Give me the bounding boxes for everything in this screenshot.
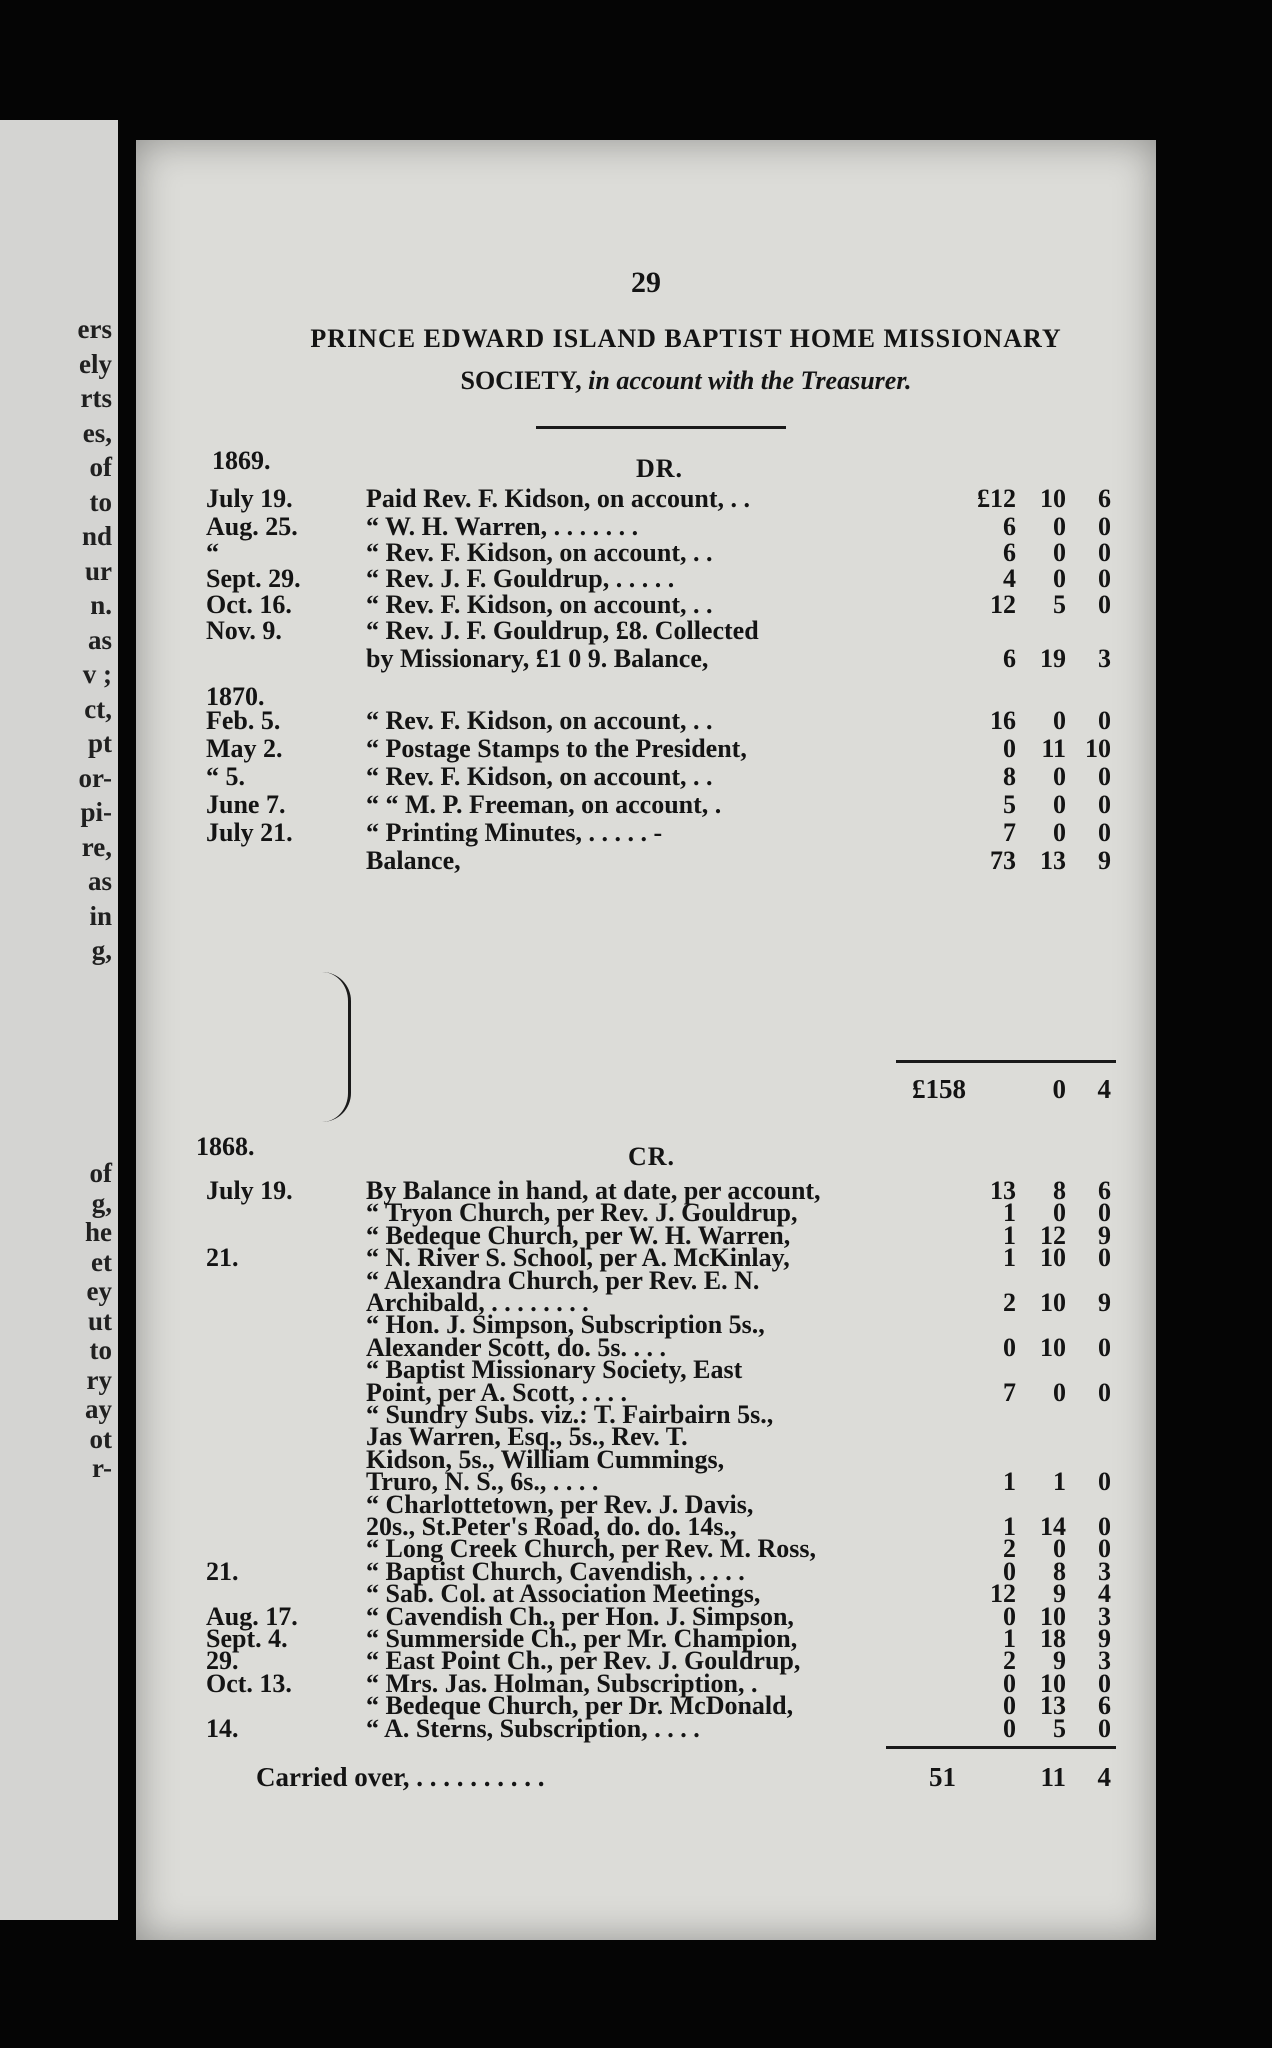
- entry-date: Oct. 13.: [206, 1668, 292, 1698]
- entry-date: July 19.: [206, 1176, 293, 1205]
- entry-shillings: 8: [1053, 1176, 1066, 1205]
- entry-pence: 0: [1098, 1377, 1111, 1407]
- left-page-fragment: of: [89, 1158, 112, 1188]
- left-page-fragment: ct,: [84, 693, 112, 724]
- entry-pence: 0: [1098, 1512, 1111, 1541]
- entry-shillings: 9: [1053, 1579, 1066, 1609]
- entry-date: June 7.: [206, 790, 286, 819]
- left-page-fragment: ay: [85, 1394, 112, 1424]
- ledger-row: [136, 762, 1156, 792]
- entry-pence: 10: [1085, 734, 1111, 763]
- debit-label: DR.: [636, 454, 684, 483]
- entry-shillings: 9: [1053, 1646, 1066, 1676]
- left-page-fragment: ot: [89, 1423, 112, 1454]
- entry-description: “ Cavendish Ch., per Hon. J. Simpson,: [366, 1601, 794, 1631]
- entry-description: “ Tryon Church, per Rev. J. Gouldrup,: [366, 1198, 798, 1228]
- entry-shillings: 10: [1040, 1288, 1066, 1317]
- left-page-fragment: es,: [82, 417, 112, 448]
- entry-date: Sept. 29.: [206, 564, 301, 593]
- entry-date: Sept. 4.: [206, 1624, 288, 1653]
- left-page-fragment: et: [91, 1246, 112, 1277]
- entry-description: “ Baptist Missionary Society, East: [366, 1355, 743, 1385]
- entry-date: 29.: [206, 1646, 239, 1676]
- entry-shillings: 0: [1053, 762, 1066, 791]
- entry-description: “ Sundry Subs. viz.: T. Fairbairn 5s.,: [366, 1400, 774, 1429]
- left-page-fragment: v ;: [82, 659, 112, 689]
- left-page-fragment: ey: [86, 1276, 112, 1306]
- heading-rule: [536, 426, 786, 429]
- entry-description: “ Bedeque Church, per Dr. McDonald,: [366, 1691, 794, 1721]
- entry-description: “ W. H. Warren, . . . . . . .: [366, 512, 639, 541]
- entry-pounds: 2: [1003, 1534, 1016, 1564]
- entry-pence: 0: [1098, 1198, 1111, 1228]
- entry-pence: 9: [1098, 1220, 1111, 1250]
- entry-shillings: 1: [1053, 1467, 1066, 1497]
- entry-shillings: 10: [1040, 484, 1066, 513]
- entry-description: “ Long Creek Church, per Rev. M. Ross,: [366, 1534, 816, 1564]
- entry-description: Kidson, 5s., William Cummings,: [366, 1444, 725, 1474]
- entry-shillings: 10: [1040, 1601, 1066, 1631]
- ledger-row: [136, 644, 1156, 674]
- entry-description: “ Rev. F. Kidson, on account, . .: [366, 706, 713, 735]
- entry-description: “ Rev. J. F. Gouldrup, £8. Collected: [366, 616, 759, 645]
- entry-pounds: 0: [1003, 1713, 1016, 1743]
- dr-year-1869: 1869.: [212, 446, 271, 475]
- entry-shillings: 10: [1040, 1243, 1066, 1273]
- entry-description: “ Postage Stamps to the President,: [366, 734, 747, 763]
- left-page-fragment: rts: [80, 383, 112, 413]
- left-page-fragment: to: [89, 1335, 112, 1365]
- entry-shillings: 12: [1040, 1220, 1066, 1250]
- left-page-fragment: pt: [87, 728, 112, 758]
- entry-pence: 0: [1098, 1713, 1111, 1743]
- entry-description: 20s., St.Peter's Road, do. do. 14s.,: [366, 1512, 737, 1541]
- ledger-row: [136, 706, 1156, 736]
- entry-shillings: 8: [1053, 1556, 1066, 1586]
- entry-shillings: 0: [1053, 790, 1066, 819]
- left-page-fragment: pi-: [80, 797, 112, 827]
- entry-shillings: 0: [1053, 1377, 1066, 1407]
- left-page-fragment: n.: [90, 590, 112, 620]
- entry-pence: 0: [1098, 538, 1111, 567]
- entry-pounds: 12: [990, 1579, 1016, 1609]
- entry-shillings: 19: [1040, 644, 1066, 673]
- ledger-row: [136, 818, 1156, 848]
- left-page-fragment: g,: [91, 935, 112, 965]
- entry-date: July 19.: [206, 484, 293, 513]
- entry-pounds: 0: [1003, 734, 1016, 763]
- entry-pence: 0: [1098, 790, 1111, 819]
- entry-pence: 0: [1098, 1668, 1111, 1698]
- ledger-row: [136, 790, 1156, 820]
- entry-shillings: 10: [1040, 1332, 1066, 1362]
- entry-description: “ N. River S. School, per A. McKinlay,: [366, 1243, 790, 1273]
- entry-description: “ Rev. F. Kidson, on account, . .: [366, 590, 713, 619]
- entry-pounds: 1: [1003, 1198, 1016, 1228]
- left-page-fragment: ut: [87, 1305, 112, 1336]
- entry-pounds: 6: [1003, 512, 1016, 541]
- entry-date: 21.: [206, 1556, 239, 1586]
- entry-description: Truro, N. S., 6s., . . . .: [366, 1467, 599, 1497]
- entry-pence: 0: [1098, 1243, 1111, 1273]
- ledger-row: [136, 734, 1156, 764]
- left-page-fragment: r-: [92, 1453, 112, 1483]
- entry-pounds: 12: [990, 590, 1016, 619]
- entry-pounds: 13: [990, 1176, 1016, 1205]
- entry-shillings: 0: [1053, 1534, 1066, 1564]
- cr-year-1868: 1868.: [196, 1132, 255, 1161]
- entry-shillings: 11: [1041, 734, 1066, 763]
- entry-pence: 6: [1098, 484, 1111, 513]
- carried-rule: [886, 1746, 1116, 1749]
- ledger-subheading: [276, 366, 1096, 396]
- entry-pounds: 1: [1003, 1220, 1016, 1250]
- entry-description: “ Hon. J. Simpson, Subscription 5s.,: [366, 1310, 765, 1340]
- handwritten-bracket: [322, 972, 351, 1122]
- carried-pence: 4: [1097, 1762, 1111, 1792]
- entry-shillings: 0: [1053, 818, 1066, 847]
- entry-date: “: [206, 538, 219, 567]
- entry-date: Feb. 5.: [206, 706, 281, 735]
- page-number: 29: [631, 266, 661, 299]
- ledger-row: [136, 484, 1156, 514]
- entry-description: “ Baptist Church, Cavendish, . . . .: [366, 1556, 745, 1586]
- entry-pence: 6: [1098, 1691, 1111, 1721]
- entry-description: “ Printing Minutes, . . . . . -: [366, 818, 663, 847]
- entry-description: “ “ M. P. Freeman, on account, .: [366, 790, 722, 819]
- entry-date: May 2.: [206, 734, 283, 763]
- society-word: SOCIETY,: [460, 366, 582, 395]
- entry-description: “ Rev. J. F. Gouldrup, . . . . .: [366, 564, 675, 593]
- entry-description: “ East Point Ch., per Rev. J. Gouldrup,: [366, 1646, 801, 1676]
- entry-date: “ 5.: [206, 762, 245, 791]
- left-page-fragment: in: [89, 900, 112, 931]
- entry-pence: 0: [1098, 762, 1111, 791]
- entry-pounds: 1: [1003, 1512, 1016, 1541]
- entry-shillings: 0: [1053, 538, 1066, 567]
- entry-description: By Balance in hand, at date, per account,: [366, 1176, 821, 1205]
- entry-pence: 0: [1098, 818, 1111, 847]
- entry-description: “ Rev. F. Kidson, on account, . .: [366, 762, 713, 791]
- entry-shillings: 5: [1053, 1713, 1066, 1743]
- entry-pence: 9: [1098, 846, 1111, 875]
- left-page-fragment: as: [87, 866, 112, 896]
- entry-pounds: 7: [1003, 1377, 1016, 1407]
- entry-pence: 6: [1098, 1176, 1111, 1205]
- left-page-fragment: ers: [77, 314, 112, 344]
- entry-pounds: £12: [977, 484, 1016, 513]
- entry-shillings: 10: [1040, 1668, 1066, 1698]
- entry-description: “ Alexandra Church, per Rev. E. N.: [366, 1265, 760, 1295]
- entry-description: Jas Warren, Esq., 5s., Rev. T.: [366, 1422, 688, 1452]
- entry-description: “ Charlottetown, per Rev. J. Davis,: [366, 1489, 754, 1519]
- left-page-edge: [0, 120, 118, 1920]
- entry-description: “ A. Sterns, Subscription, . . . .: [366, 1713, 700, 1743]
- entry-pence: 0: [1098, 1534, 1111, 1564]
- carried-shillings: 11: [1040, 1762, 1066, 1792]
- left-page-fragment: g,: [91, 1187, 112, 1218]
- entry-shillings: 13: [1040, 1691, 1066, 1721]
- entry-description: Archibald, . . . . . . . .: [366, 1288, 589, 1317]
- entry-pounds: 8: [1003, 762, 1016, 791]
- entry-pence: 0: [1098, 590, 1111, 619]
- entry-pounds: 73: [990, 846, 1016, 875]
- entry-shillings: 13: [1040, 846, 1066, 875]
- debit-total-shillings: 0: [1052, 1074, 1066, 1104]
- left-page-fragment: to: [89, 486, 112, 517]
- entry-pounds: 1: [1003, 1243, 1016, 1273]
- entry-pence: 9: [1098, 1624, 1111, 1653]
- entry-description: Paid Rev. F. Kidson, on account, . .: [366, 484, 751, 513]
- debit-total-pence: 4: [1097, 1074, 1111, 1104]
- account-phrase: in account with the Treasurer.: [588, 366, 912, 395]
- entry-date: Aug. 25.: [206, 512, 298, 541]
- entry-pence: 0: [1098, 1467, 1111, 1497]
- left-page-fragment: nd: [81, 521, 112, 551]
- entry-pounds: 6: [1003, 538, 1016, 567]
- ledger-row: [136, 616, 1156, 646]
- entry-pounds: 0: [1003, 1668, 1016, 1698]
- debit-total-rule: [896, 1060, 1116, 1063]
- entry-pounds: 1: [1003, 1467, 1016, 1497]
- entry-pence: 3: [1098, 1646, 1111, 1676]
- entry-pence: 0: [1098, 706, 1111, 735]
- entry-pounds: 6: [1003, 644, 1016, 673]
- entry-shillings: 5: [1053, 590, 1066, 619]
- left-page-fragment: or-: [78, 762, 112, 793]
- entry-pence: 0: [1098, 512, 1111, 541]
- left-page-fragment: he: [85, 1217, 112, 1247]
- ledger-page: [136, 140, 1156, 1940]
- entry-description: “ Mrs. Jas. Holman, Subscription, .: [366, 1668, 758, 1698]
- entry-pounds: 1: [1003, 1624, 1016, 1653]
- entry-pounds: 0: [1003, 1556, 1016, 1586]
- entry-pounds: 16: [990, 706, 1016, 735]
- left-page-fragment: ur: [85, 555, 112, 586]
- dr-year-1870: 1870.: [206, 682, 265, 711]
- entry-description: Balance,: [366, 846, 461, 875]
- entry-date: Nov. 9.: [206, 616, 282, 645]
- entry-pounds: 2: [1003, 1646, 1016, 1676]
- entry-shillings: 14: [1040, 1512, 1066, 1541]
- ledger-row: [136, 846, 1156, 876]
- entry-shillings: 0: [1053, 564, 1066, 593]
- left-page-fragment: as: [87, 624, 112, 655]
- entry-shillings: 0: [1053, 512, 1066, 541]
- entry-pence: 0: [1098, 1332, 1111, 1362]
- ledger-row: [136, 1714, 1156, 1744]
- entry-pence: 9: [1098, 1288, 1111, 1317]
- left-page-fragment: ry: [86, 1364, 112, 1395]
- entry-pounds: 2: [1003, 1288, 1016, 1317]
- entry-date: 21.: [206, 1243, 239, 1273]
- left-page-fragment: of: [89, 452, 112, 482]
- left-page-fragment: ely: [79, 348, 112, 379]
- entry-date: 14.: [206, 1713, 239, 1743]
- entry-description: “ Bedeque Church, per W. H. Warren,: [366, 1220, 791, 1250]
- entry-pounds: 4: [1003, 564, 1016, 593]
- entry-pounds: 0: [1003, 1691, 1016, 1721]
- entry-pounds: 0: [1003, 1601, 1016, 1631]
- entry-description: “ Rev. F. Kidson, on account, . .: [366, 538, 713, 567]
- entry-pounds: 7: [1003, 818, 1016, 847]
- entry-description: Point, per A. Scott, . . . .: [366, 1377, 627, 1407]
- entry-pence: 4: [1098, 1579, 1111, 1609]
- entry-description: Alexander Scott, do. 5s. . . .: [366, 1332, 666, 1362]
- entry-date: Aug. 17.: [206, 1601, 298, 1631]
- entry-pence: 3: [1098, 1601, 1111, 1631]
- entry-shillings: 0: [1053, 1198, 1066, 1228]
- entry-pounds: 0: [1003, 1332, 1016, 1362]
- entry-date: Oct. 16.: [206, 590, 292, 619]
- entry-pence: 0: [1098, 564, 1111, 593]
- entry-pence: 3: [1098, 1556, 1111, 1586]
- entry-description: by Missionary, £1 0 9. Balance,: [366, 644, 709, 673]
- ledger-heading: PRINCE EDWARD ISLAND BAPTIST HOME MISSIONARY: [310, 324, 1062, 353]
- entry-pounds: 5: [1003, 790, 1016, 819]
- left-page-fragment: re,: [81, 831, 112, 862]
- carried-over-label: Carried over, . . . . . . . . . .: [256, 1762, 545, 1792]
- entry-description: “ Summerside Ch., per Mr. Champion,: [366, 1624, 798, 1653]
- entry-pence: 3: [1098, 644, 1111, 673]
- entry-date: July 21.: [206, 818, 293, 847]
- entry-shillings: 0: [1053, 706, 1066, 735]
- carried-pounds: 51: [929, 1762, 956, 1792]
- entry-shillings: 18: [1040, 1624, 1066, 1653]
- credit-label: CR.: [628, 1142, 676, 1171]
- debit-total-pounds: £158: [912, 1074, 966, 1104]
- entry-description: “ Sab. Col. at Association Meetings,: [366, 1579, 761, 1609]
